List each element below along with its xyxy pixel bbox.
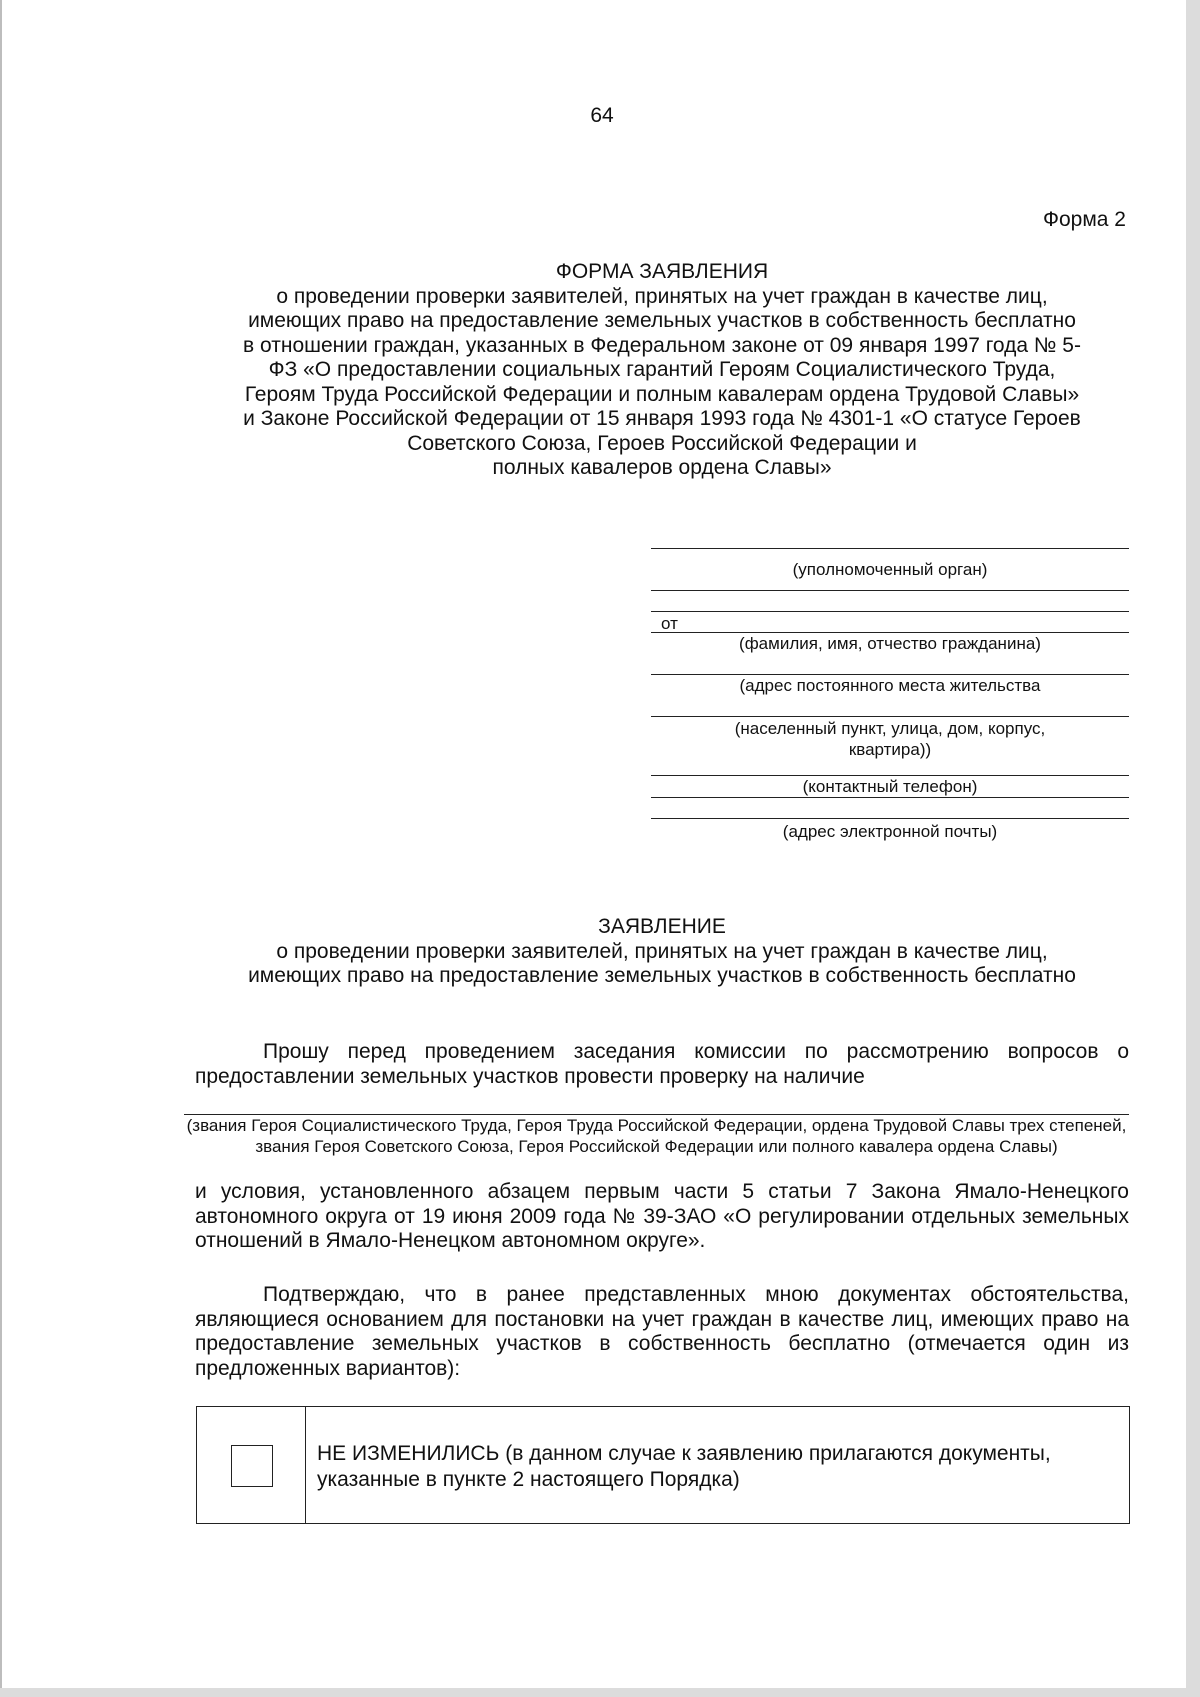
statement-subtitle-line: имеющих право на предоставление земельных участков в собственность бесплатно [248, 964, 1076, 987]
address-detail-caption: (населенный пункт, улица, дом, корпус, квартира)) [734, 719, 1046, 759]
statement-heading: ЗАЯВЛЕНИЕ [598, 915, 726, 938]
authority-caption: (уполномоченный орган) [792, 560, 988, 579]
address-detail-field-line[interactable] [651, 716, 1129, 717]
title-field-line[interactable] [184, 1114, 1129, 1115]
options-table [196, 1406, 1130, 1524]
email-field-line[interactable] [651, 818, 1129, 819]
phone-caption: (контактный телефон) [802, 777, 978, 796]
form-title-line: полных кавалеров ордена Славы» [492, 456, 832, 479]
statement-title [192, 915, 1132, 989]
address-caption: (адрес постоянного места жительства [739, 676, 1041, 695]
option-unchanged-text: НЕ ИЗМЕНИЛИСЬ (в данном случае к заявлению прилагаются документы, указанные в пункте 2 настоящего Порядка) [317, 1442, 1051, 1491]
condition-paragraph [195, 1180, 1129, 1254]
email-field-line-top[interactable] [651, 797, 1129, 798]
statement-subtitle-line: о проведении проверки заявителей, принятых на учет граждан в качестве лиц, [276, 939, 1048, 963]
from-label: от [661, 614, 678, 633]
form-title-line: ФЗ «О предоставлении социальных гарантий Героям Социалистического Труда, [268, 358, 1056, 381]
request-text: Прошу перед проведением заседания комиссии по рассмотрению вопросов о предоставлении земельных участков провести проверку на наличие [195, 1040, 1129, 1088]
form-title-heading: ФОРМА ЗАЯВЛЕНИЯ [555, 260, 769, 283]
authority-extra-line[interactable] [651, 590, 1129, 591]
authority-field-line[interactable] [651, 548, 1129, 549]
form-title-line: Советского Союза, Героев Российской Федерации и [407, 431, 917, 455]
request-paragraph [195, 1040, 1129, 1089]
form-title-line: в отношении граждан, указанных в Федеральном законе от 09 января 1997 года № 5- [243, 333, 1081, 357]
page-number: 64 [590, 104, 614, 127]
confirm-paragraph [195, 1283, 1129, 1381]
applicant-block [651, 548, 1129, 842]
option-unchanged-checkbox[interactable] [231, 1445, 273, 1487]
form-title-line: о проведении проверки заявителей, принятых на учет граждан в качестве лиц, [276, 284, 1048, 308]
form-title [192, 260, 1132, 481]
form-title-line: Героям Труда Российской Федерации и полным кавалерам ордена Трудовой Славы» [244, 382, 1080, 406]
title-caption: (звания Героя Социалистического Труда, Героя Труда Российской Федерации, ордена Трудовой Славы трех степеней, звания Героя Советского Союза, Героя Российской Федерации или полного кавалера ордена Славы) [186, 1116, 1127, 1156]
table-column-divider [305, 1407, 306, 1523]
confirm-text: Подтверждаю, что в ранее представленных мною документах обстоятельства, являющиеся основанием для постановки на учет граждан в качестве лиц, имеющих право на предоставление земельных участков в собственность бесплатно (отмечается один из предложенных вариантов): [195, 1283, 1129, 1380]
from-row [651, 612, 1129, 632]
form-title-line: имеющих право на предоставление земельных участков в собственность бесплатно [248, 309, 1076, 332]
form-number: Форма 2 [1043, 208, 1126, 231]
name-caption: (фамилия, имя, отчество гражданина) [739, 634, 1041, 653]
form-title-line: и Законе Российской Федерации от 15 января 1993 года № 4301-1 «О статусе Героев [243, 407, 1081, 430]
condition-text: и условия, установленного абзацем первым части 5 статьи 7 Закона Ямало-Ненецкого автономного округа от 19 июня 2009 года № 39-ЗАО «О регулировании отдельных земельных отношений в Ямало-Ненецком автономном округе». [195, 1180, 1129, 1252]
email-caption: (адрес электронной почты) [782, 822, 998, 841]
